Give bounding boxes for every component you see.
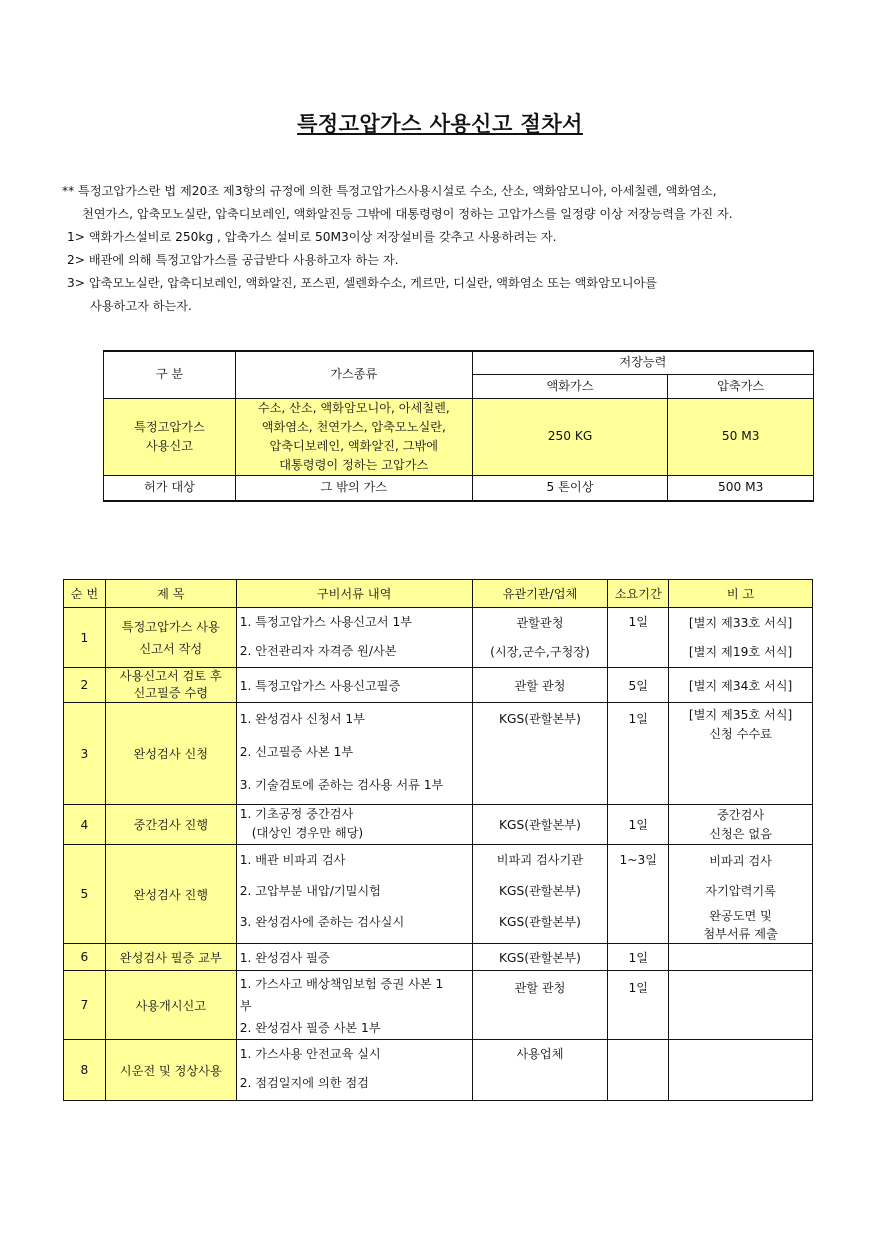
row-comp-value: 500 M3 [668,475,814,501]
step-note: 중간검사 신청은 없음 [669,805,813,845]
storage-capacity-table [103,350,814,502]
intro-line: ** 특정고압가스란 법 제20조 제3항의 규정에 의한 특정고압가스사용시설로 수소, 산소, 액화암모니아, 아세칠렌, 액화염소, [62,184,717,198]
step-docs: 1. 배관 비파괴 검사 2. 고압부분 내압/기밀시험 3. 완성검사에 준하는 검사실시 [236,845,472,944]
header-compressed-gas: 압축가스 [668,374,814,398]
row-gas-types: 수소, 산소, 액화암모니아, 아세칠렌, 액화염소, 천연가스, 압축모노실란, 압축디보레인, 액화알진, 그밖에 대통령령이 정하는 고압가스 [235,398,472,475]
step-agency: KGS(관할본부) [472,703,608,805]
row-liquid-value: 5 톤이상 [472,475,668,501]
step-docs: 1. 완성검사 신청서 1부 2. 신고필증 사본 1부 3. 기술검토에 준하는 검사용 서류 1부 [236,703,472,805]
step-note [669,1040,813,1101]
intro-section [62,180,842,318]
intro-line: 천연가스, 압축모노실란, 압축디보레인, 액화알진등 그밖에 대통령령이 정하는 고압가스를 일정량 이상 저장능력을 가진 자. [82,207,733,221]
header-note: 비 고 [669,580,813,608]
step-note [669,971,813,1040]
step-no: 8 [64,1040,106,1101]
step-subject: 완성검사 신청 [105,703,236,805]
step-agency: 관할 관청 [472,668,608,703]
step-agency: 사용업체 [472,1040,608,1101]
step-agency: 관할 관청 [472,971,608,1040]
header-agency: 유관기관/업체 [472,580,608,608]
step-agency: 비파괴 검사기관 KGS(관할본부) KGS(관할본부) [472,845,608,944]
step-period [608,1040,669,1101]
step-subject: 사용개시신고 [105,971,236,1040]
header-category: 구 분 [104,351,236,398]
step-note: [별지 제33호 서식] [별지 제19호 서식] [669,608,813,668]
page-title: 특정고압가스 사용신고 절차서 [297,112,583,136]
header-period: 소요기간 [608,580,669,608]
step-period: 1~3일 [608,845,669,944]
step-agency: KGS(관할본부) [472,805,608,845]
row-category: 허가 대상 [104,475,236,501]
step-no: 3 [64,703,106,805]
header-no: 순 번 [64,580,106,608]
step-docs: 1. 기초공정 중간검사 (대상인 경우만 해당) [236,805,472,845]
step-agency: KGS(관할본부) [472,944,608,971]
step-note: 비파괴 검사 자기압력기록 완공도면 및 첨부서류 제출 [669,845,813,944]
step-period: 1일 [608,703,669,805]
step-no: 5 [64,845,106,944]
step-docs: 1. 가스사고 배상책임보험 증권 사본 1 부 2. 완성검사 필증 사본 1부 [236,971,472,1040]
intro-item-2: 2> 배관에 의해 특정고압가스를 공급받다 사용하고자 하는 자. [67,253,399,267]
step-subject: 사용신고서 검토 후 신고필증 수령 [105,668,236,703]
header-docs: 구비서류 내역 [236,580,472,608]
step-docs: 1. 완성검사 필증 [236,944,472,971]
step-period: 1일 [608,608,669,668]
step-subject: 완성검사 필증 교부 [105,944,236,971]
step-period: 1일 [608,971,669,1040]
step-period: 1일 [608,805,669,845]
step-no: 4 [64,805,106,845]
procedure-table [63,579,813,1101]
step-subject: 완성검사 진행 [105,845,236,944]
step-no: 7 [64,971,106,1040]
step-no: 6 [64,944,106,971]
step-note: [별지 제35호 서식] 신청 수수료 [669,703,813,805]
header-storage: 저장능력 [472,351,813,374]
header-liquid-gas: 액화가스 [472,374,668,398]
step-docs: 1. 가스사용 안전교육 실시 2. 점검일지에 의한 점검 [236,1040,472,1101]
step-subject: 시운전 및 정상사용 [105,1040,236,1101]
intro-item-1: 1> 액화가스설비로 250kg , 압축가스 설비로 50M3이상 저장설비를 갖추고 사용하려는 자. [67,230,557,244]
step-note: [별지 제34호 서식] [669,668,813,703]
step-docs: 1. 특정고압가스 사용신고필증 [236,668,472,703]
step-period: 5일 [608,668,669,703]
row-category: 특정고압가스 사용신고 [104,398,236,475]
step-subject: 중간검사 진행 [105,805,236,845]
step-agency: 관할관청 (시장,군수,구청장) [472,608,608,668]
step-no: 1 [64,608,106,668]
step-no: 2 [64,668,106,703]
intro-item-3: 3> 압축모노실란, 압축디보레인, 액화알진, 포스핀, 셀렌화수소, 게르만, 디실란, 액화염소 또는 액화암모니아를 [67,276,658,290]
row-liquid-value: 250 KG [472,398,668,475]
row-comp-value: 50 M3 [668,398,814,475]
step-docs: 1. 특정고압가스 사용신고서 1부 2. 안전관리자 자격증 원/사본 [236,608,472,668]
header-subject: 제 목 [105,580,236,608]
intro-item-3-cont: 사용하고자 하는자. [90,299,192,313]
row-gas-types: 그 밖의 가스 [235,475,472,501]
step-subject: 특정고압가스 사용 신고서 작성 [105,608,236,668]
header-gas-type: 가스종류 [235,351,472,398]
step-note [669,944,813,971]
step-period: 1일 [608,944,669,971]
